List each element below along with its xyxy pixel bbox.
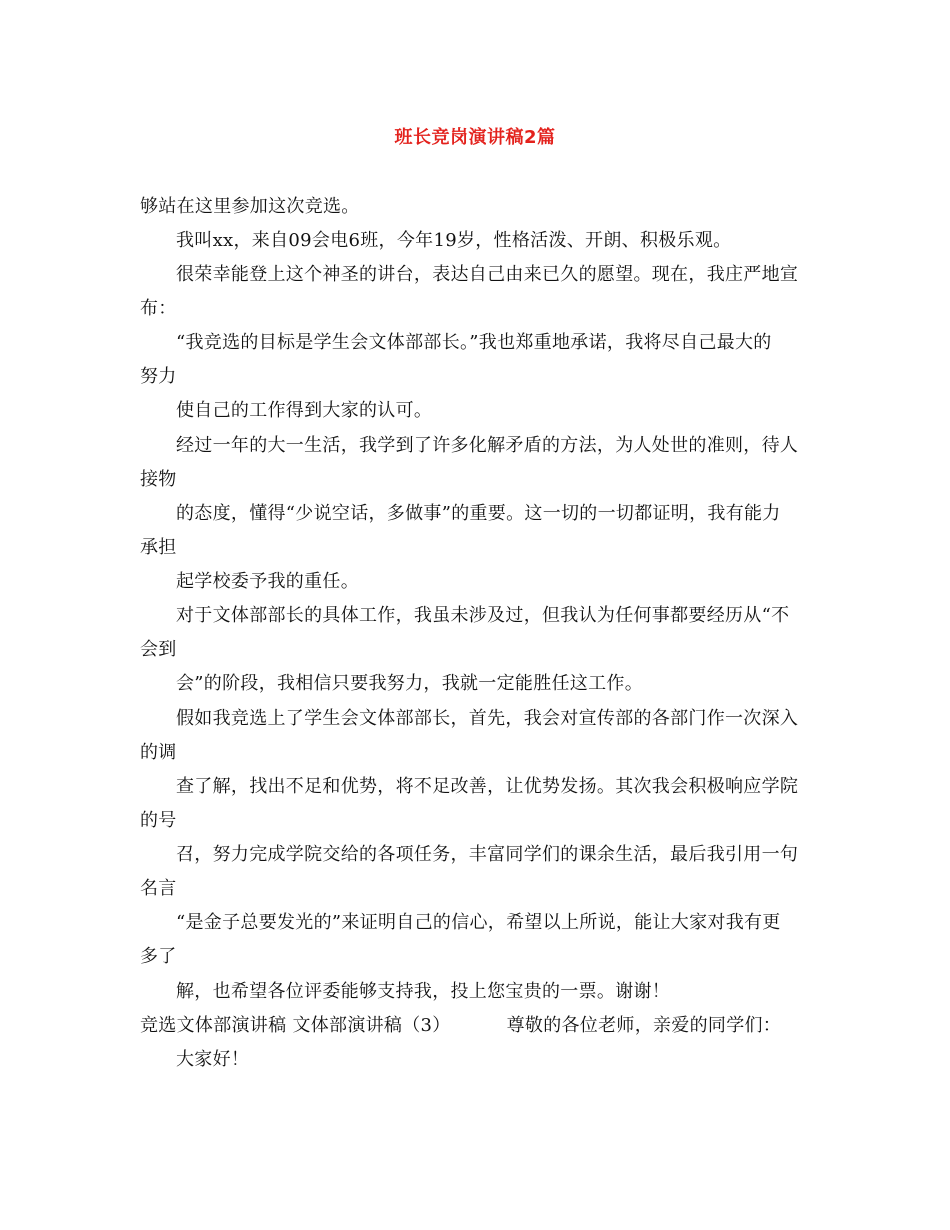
paragraph-line: 努力 [140,366,177,387]
paragraph-line: 使自己的工作得到大家的认可。 [176,400,433,421]
paragraph-line: 布： [140,298,177,319]
paragraph-line: 会到 [140,639,177,660]
paragraph-line: 的态度，懂得“少说空话，多做事”的重要。这一切的一切都证明，我有能力 [176,503,781,524]
heading-part-2: 文体部演讲稿（3） [292,1015,451,1036]
document-title: 班长竞岗演讲稿2篇 [394,127,556,148]
paragraph-line: 的号 [140,810,177,831]
paragraph-line: “是金子总要发光的”来证明自己的信心，希望以上所说，能让大家对我有更 [176,912,781,933]
paragraph-line: 解，也希望各位评委能够支持我，投上您宝贵的一票。谢谢！ [176,981,671,1002]
paragraph-line: 召，努力完成学院交给的各项任务，丰富同学们的课余生活，最后我引用一句 [176,844,799,865]
paragraph-line: 接物 [140,469,177,490]
greeting-line: 大家好！ [176,1049,250,1070]
paragraph-line: 对于文体部部长的具体工作，我虽未涉及过，但我认为任何事都要经历从“不 [176,605,790,626]
paragraph-line: 会”的阶段，我相信只要我努力，我就一定能胜任这工作。 [176,673,643,694]
paragraph-line: 承担 [140,537,177,558]
salutation: 尊敬的各位老师，亲爱的同学们： [506,1015,782,1036]
paragraph-line: 的调 [140,742,177,763]
paragraph-line: “我竞选的目标是学生会文体部部长。”我也郑重地承诺，我将尽自己最大的 [176,332,772,353]
paragraph-line: 我叫xx，来自09会电6班，今年19岁，性格活泼、开朗、积极乐观。 [176,230,732,251]
paragraph-line: 假如我竞选上了学生会文体部部长，首先，我会对宣传部的各部门作一次深入 [176,708,799,729]
paragraph-line: 经过一年的大一生活，我学到了许多化解矛盾的方法，为人处世的准则，待人 [176,435,799,456]
paragraph-line: 查了解，找出不足和优势，将不足改善，让优势发扬。其次我会积极响应学院 [176,776,799,797]
paragraph-line: 够站在这里参加这次竞选。 [140,196,360,217]
paragraph-line: 起学校委予我的重任。 [176,571,359,592]
section-heading-line [140,1014,781,1038]
paragraph-line: 很荣幸能登上这个神圣的讲台，表达自己由来已久的愿望。现在，我庄严地宣 [176,264,799,285]
paragraph-line: 多了 [140,946,177,967]
heading-part-1: 竞选文体部演讲稿 [140,1015,287,1036]
paragraph-line: 名言 [140,878,177,899]
